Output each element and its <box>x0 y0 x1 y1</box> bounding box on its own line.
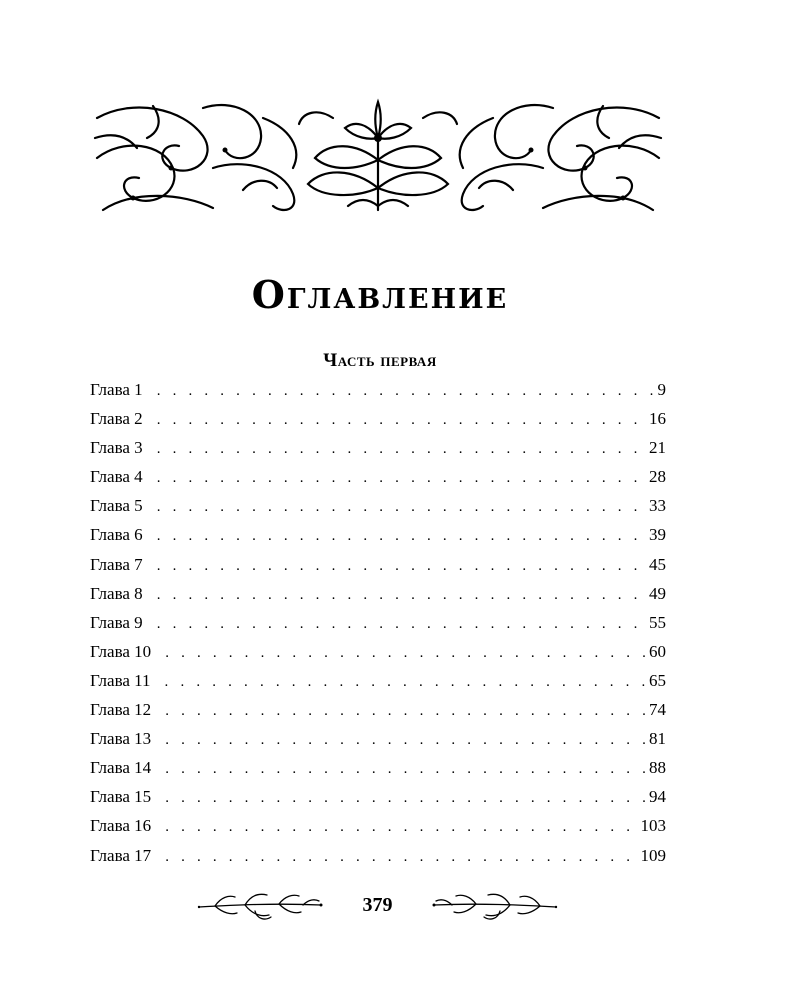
chapter-label: Глава 5 <box>90 496 143 516</box>
chapter-label: Глава 10 <box>90 641 152 661</box>
page-ref: 16 <box>649 409 666 429</box>
chapter-label: Глава 15 <box>90 787 152 807</box>
toc-entry[interactable] <box>90 671 666 700</box>
dot-leader <box>157 441 645 458</box>
chapter-label: Глава 9 <box>90 612 143 632</box>
page-ref: 49 <box>649 583 666 603</box>
dot-leader <box>157 383 654 400</box>
page-number: 379 <box>362 894 393 916</box>
toc-entry[interactable] <box>90 438 666 467</box>
header-ornament-graphic <box>93 98 663 216</box>
dot-leader <box>157 412 645 429</box>
dot-leader <box>165 645 645 662</box>
page-title: Оглавление <box>251 272 509 317</box>
chapter-label: Глава 4 <box>90 467 143 487</box>
page-ref: 28 <box>649 467 666 487</box>
toc-entry[interactable] <box>90 700 666 729</box>
toc-entry[interactable] <box>90 496 666 525</box>
page-ref: 88 <box>649 758 666 778</box>
toc-entry[interactable] <box>90 816 666 845</box>
chapter-label: Глава 1 <box>90 380 143 399</box>
dot-leader <box>157 587 645 604</box>
page-ref: 74 <box>649 700 666 720</box>
toc-entry[interactable] <box>90 787 666 816</box>
toc-entry[interactable] <box>90 409 666 438</box>
toc-entry[interactable] <box>90 380 666 409</box>
dot-leader <box>165 819 636 836</box>
toc-entry[interactable] <box>90 555 666 584</box>
chapter-label: Глава 8 <box>90 583 143 603</box>
toc-entry[interactable] <box>90 758 666 787</box>
chapter-label: Глава 16 <box>90 816 152 836</box>
dot-leader <box>165 674 645 691</box>
branch-sprig-icon <box>430 885 560 925</box>
toc-entry[interactable] <box>90 613 666 642</box>
page-ref: 81 <box>649 729 666 749</box>
dot-leader <box>157 470 645 487</box>
chapter-label: Глава 13 <box>90 729 152 749</box>
page-ref: 21 <box>649 438 666 458</box>
page-ref: 39 <box>649 525 666 545</box>
toc-entry[interactable] <box>90 525 666 554</box>
toc-entry[interactable] <box>90 584 666 613</box>
page-ref: 103 <box>640 816 666 836</box>
page-ref: 45 <box>649 554 666 574</box>
dot-leader <box>165 732 645 749</box>
dot-leader <box>165 849 636 866</box>
dot-leader <box>157 616 645 633</box>
page-ref: 33 <box>649 496 666 516</box>
folk-floral-ornament-icon <box>93 98 663 216</box>
chapter-label: Глава 7 <box>90 554 143 574</box>
toc-entry[interactable] <box>90 729 666 758</box>
page-ref: 60 <box>649 641 666 661</box>
page-ref: 9 <box>657 380 666 399</box>
chapter-label: Глава 6 <box>90 525 143 545</box>
chapter-label: Глава 14 <box>90 758 152 778</box>
part-heading: Часть первая <box>323 350 437 371</box>
page-ref: 109 <box>640 845 666 865</box>
dot-leader <box>157 528 645 545</box>
chapter-label: Глава 2 <box>90 409 143 429</box>
toc-entry[interactable] <box>90 846 666 875</box>
chapter-label: Глава 3 <box>90 438 143 458</box>
chapter-label: Глава 17 <box>90 845 152 865</box>
table-of-contents <box>90 380 666 875</box>
toc-entry[interactable] <box>90 642 666 671</box>
chapter-label: Глава 11 <box>90 670 151 690</box>
dot-leader <box>165 703 645 720</box>
page-ref: 65 <box>649 670 666 690</box>
page-ref: 55 <box>649 612 666 632</box>
dot-leader <box>165 790 645 807</box>
dot-leader <box>165 761 645 778</box>
page-ref: 94 <box>649 787 666 807</box>
chapter-label: Глава 12 <box>90 700 152 720</box>
dot-leader <box>157 558 645 575</box>
page-footer <box>195 885 560 925</box>
dot-leader <box>157 499 645 516</box>
toc-entry[interactable] <box>90 467 666 496</box>
